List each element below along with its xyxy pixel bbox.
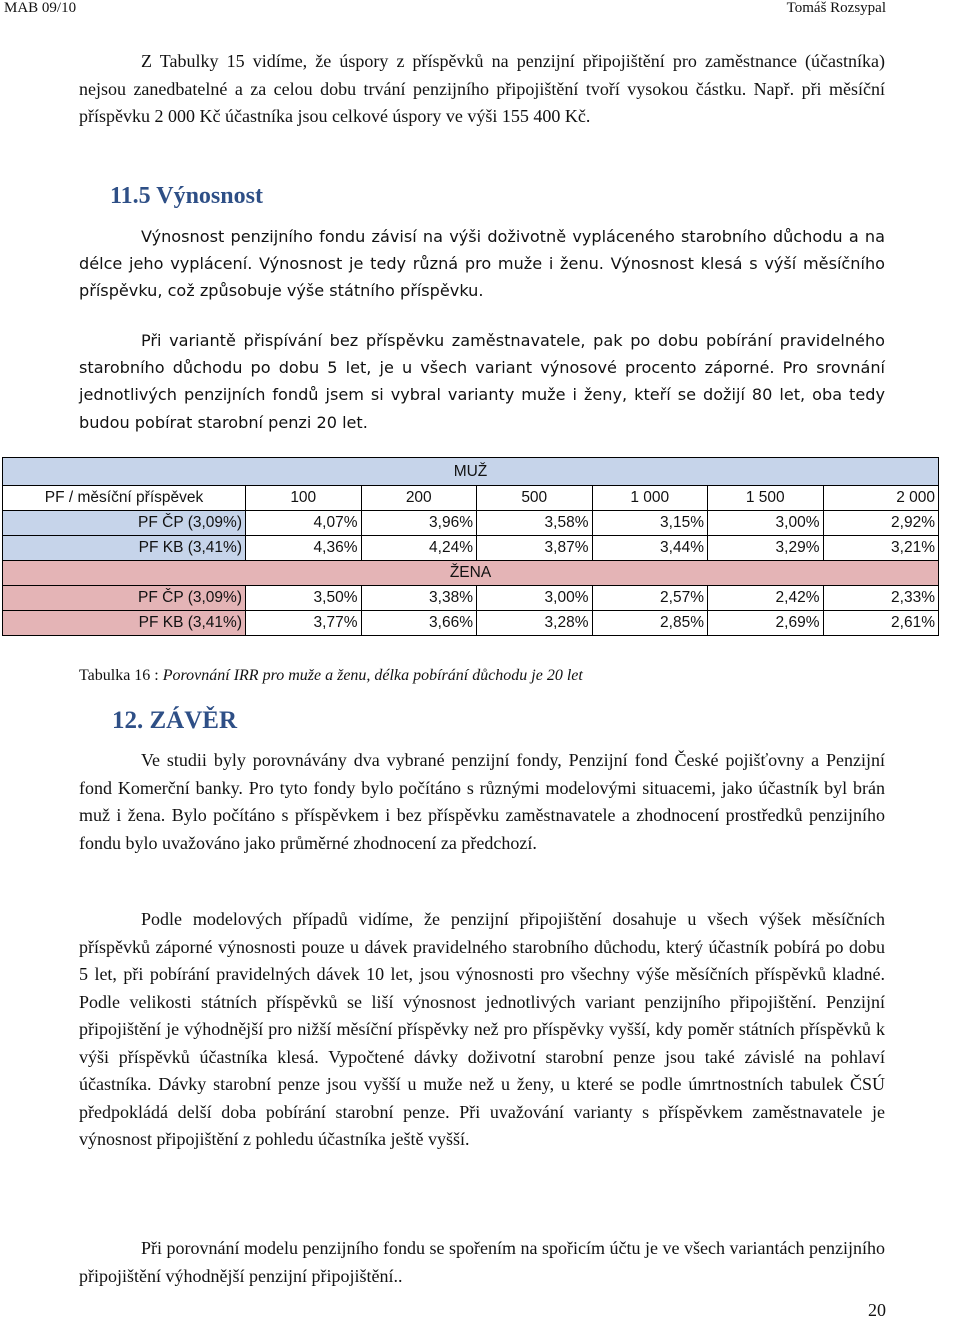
table-cell: 3,00%: [708, 511, 824, 536]
table-section-zena: [3, 561, 939, 586]
column-header: 1 000: [592, 486, 708, 511]
header-right: Tomáš Rozsypal: [786, 0, 886, 16]
section-title-12: 12. ZÁVĚR: [112, 707, 238, 734]
column-header: 500: [477, 486, 593, 511]
table-header-row: [3, 486, 939, 511]
table-row: [3, 611, 939, 636]
table-cell: 4,24%: [361, 536, 477, 561]
column-header: 1 500: [708, 486, 824, 511]
table-cell: 3,28%: [477, 611, 593, 636]
intro-paragraph: Z Tabulky 15 vidíme, že úspory z příspěvků na penzijní připojištění pro zaměstnance (účastníka) nejsou zanedbatelné a za celou dobu trvání penzijního připojištění tvoří vysokou částku. Např. při měsíční příspěvku 2 000 Kč účastníka jsou celkové úspory ve výši 155 400 Kč.: [79, 51, 885, 126]
table-cell: 3,87%: [477, 536, 593, 561]
table-cell: 2,85%: [592, 611, 708, 636]
table-cell: 4,07%: [246, 511, 362, 536]
table-cell: 3,77%: [246, 611, 362, 636]
table-cell: 3,00%: [477, 586, 593, 611]
header-left: MAB 09/10: [4, 0, 77, 16]
row-label: PF KB (3,41%): [3, 536, 246, 561]
table-cell: 3,66%: [361, 611, 477, 636]
column-header: 2 000: [823, 486, 939, 511]
conclusion-paragraph-1: Ve studii byly porovnávány dva vybrané penzijní fondy, Penzijní fond České pojišťovny a Penzijní fond Komerční banky. Pro tyto fondy bylo počítáno s různými modelovými situacemi, jako účastník byl brán muž i žena. Bylo počítáno s příspěvkem i bez příspěvku zaměstnavatele a zhodnocení prostředků penzijního fondu bylo uvažováno jako průměrné zhodnocení za předchozí.: [79, 750, 885, 853]
column-header: 200: [361, 486, 477, 511]
table-cell: 2,33%: [823, 586, 939, 611]
table-cell: 3,29%: [708, 536, 824, 561]
page-number: 20: [868, 1300, 886, 1320]
table-row: [3, 586, 939, 611]
header-label: PF / měsíční příspěvek: [3, 486, 246, 511]
table-cell: 3,38%: [361, 586, 477, 611]
irr-table: [2, 457, 939, 636]
table-cell: 3,15%: [592, 511, 708, 536]
table-section-muz: [3, 458, 939, 486]
row-label: PF ČP (3,09%): [3, 586, 246, 611]
muz-label: MUŽ: [3, 458, 939, 486]
table-cell: 2,57%: [592, 586, 708, 611]
table-cell: 2,92%: [823, 511, 939, 536]
table-cell: 3,50%: [246, 586, 362, 611]
table-cell: 2,42%: [708, 586, 824, 611]
section-11-5-paragraph-1: Výnosnost penzijního fondu závisí na výši doživotně vypláceného starobního důchodu a na délce jeho vyplácení. Výnosnost je tedy různá pro muže i ženu. Výnosnost klesá s výší měsíčního příspěvku, což způsobuje výše státního příspěvku.: [79, 227, 885, 301]
table-cell: 4,36%: [246, 536, 362, 561]
table-row: [3, 536, 939, 561]
table-row: [3, 511, 939, 536]
section-11-5-paragraph-2: Při variantě přispívání bez příspěvku zaměstnavatele, pak po dobu pobírání pravidelného starobního důchodu po dobu 5 let, je u všech variant výnosové procento záporné. Pro srovnání jednotlivých penzijních fondů jsem si vybral varianty muže i ženy, kteří se dožijí 80 let, oba tedy budou pobírat starobní penzi 20 let.: [79, 331, 885, 432]
table-cell: 2,69%: [708, 611, 824, 636]
table-caption: [79, 667, 583, 685]
column-header: 100: [246, 486, 362, 511]
row-label: PF ČP (3,09%): [3, 511, 246, 536]
conclusion-paragraph-3: Při porovnání modelu penzijního fondu se spořením na spořicím účtu je ve všech variantách penzijního připojištění výhodnější penzijní připojištění..: [79, 1238, 885, 1286]
table-cell: 3,58%: [477, 511, 593, 536]
caption-text: Porovnání IRR pro muže a ženu, délka pobírání důchodu je 20 let: [162, 667, 583, 684]
table-cell: 2,61%: [823, 611, 939, 636]
row-label: PF KB (3,41%): [3, 611, 246, 636]
table-cell: 3,44%: [592, 536, 708, 561]
section-title-11-5: 11.5 Výnosnost: [110, 183, 263, 209]
conclusion-paragraph-2: Podle modelových případů vidíme, že penzijní připojištění dosahuje u všech výšek měsíčních příspěvků záporné výnosnosti pouze u dávek pravidelného starobního důchodu, který účastník pobírá po dobu 5 let, při pobírání pravidelných dávek 10 let, jsou výnosnosti pro všechny výše měsíčních příspěvků kladné. Podle velikosti státních příspěvků se liší výnosnost jednotlivých variant penzijního připojištění. Penzijní připojištění je výhodnější pro nižší měsíční příspěvky než pro příspěvky vyšší, kdy poměr státních příspěvků k výši příspěvků účastníka klesá. Vypočtené dávky doživotní starobní penze jsou také závislé na pohlaví účastníka. Dávky starobní penze jsou vyšší u muže než u ženy, u které se podle úmrtnostních tabulek ČSÚ předpokládá delší doba pobírání starobní penze. Při uvažování varianty s příspěvkem zaměstnavatele je výnosnost připojištění z pohledu účastníka ještě vyšší.: [79, 909, 885, 1149]
caption-prefix: Tabulka 16 :: [79, 667, 163, 684]
zena-label: ŽENA: [3, 561, 939, 586]
table-cell: 3,96%: [361, 511, 477, 536]
table-cell: 3,21%: [823, 536, 939, 561]
